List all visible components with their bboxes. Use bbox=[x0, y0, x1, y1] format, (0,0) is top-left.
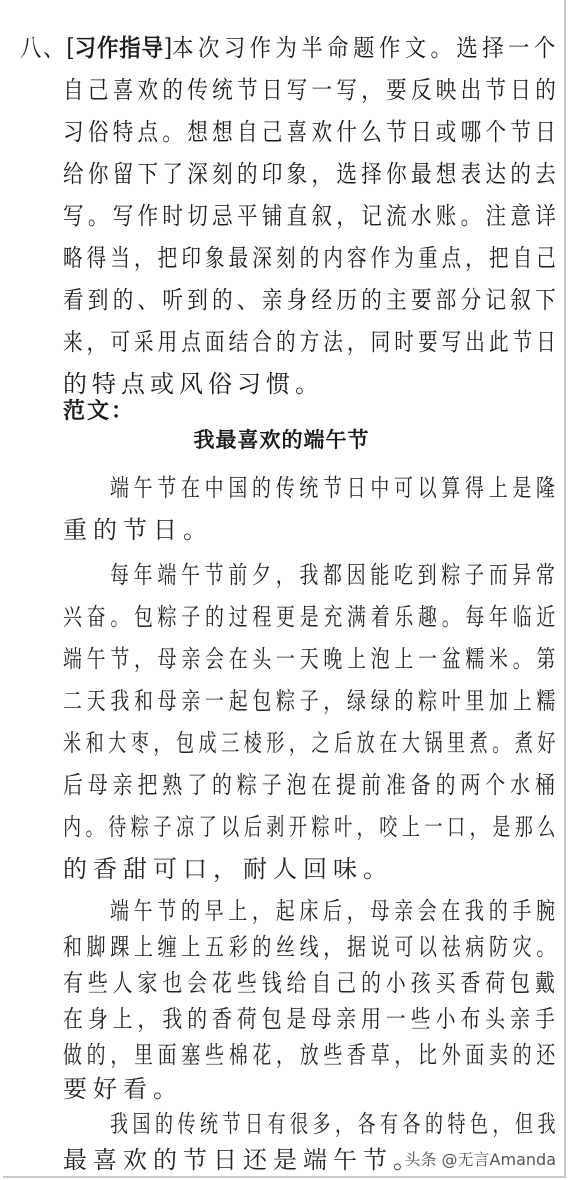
instruction-line: 来，可采用点面结合的方法，同时要写出此节日 bbox=[63, 328, 560, 356]
instruction-line-1 bbox=[20, 34, 560, 62]
essay-line: 要好看。 bbox=[63, 1075, 183, 1103]
sample-essay-label: 范文： bbox=[63, 399, 136, 424]
essay-line: 兴奋。包粽子的过程更是充满着乐趣。每年临近 bbox=[63, 603, 561, 631]
essay-line: 每年端午节前夕，我都因能吃到粽子而异常 bbox=[110, 561, 560, 589]
instruction-line: 给你留下了深刻的印象，选择你最想表达的去 bbox=[63, 160, 561, 188]
instruction-line: 写。写作时切忌平铺直叙，记流水账。注意详 bbox=[63, 202, 561, 230]
essay-line: 内。待粽子凉了以后剥开粽叶，咬上一口，是那么 bbox=[63, 813, 560, 841]
guide-tag: [习作指导] bbox=[66, 34, 173, 62]
essay-line: 后母亲把熟了的粽子泡在提前准备的两个水桶 bbox=[63, 771, 560, 799]
essay-line: 二天我和母亲一起包粽子，绿绿的粽叶里加上糯 bbox=[63, 687, 561, 715]
essay-line: 端午节的早上，起床后，母亲会在我的手腕 bbox=[110, 897, 560, 925]
essay-line: 的香甜可口，耐人回味。 bbox=[63, 855, 393, 883]
essay-line: 和脚踝上缠上五彩的丝线，据说可以祛病防灾。 bbox=[63, 933, 561, 961]
instruction-line: 略得当，把印象最深刻的内容作为重点，把自己 bbox=[63, 244, 560, 272]
essay-title: 我最喜欢的端午节 bbox=[193, 428, 370, 452]
essay-line: 我国的传统节日有很多，各有各的特色，但我 bbox=[110, 1110, 560, 1138]
essay-line: 做的，里面塞些棉花，放些香草，比外面卖的还 bbox=[63, 1041, 561, 1069]
instruction-line: 自己喜欢的传统节日写一写，要反映出节日的 bbox=[63, 76, 561, 104]
essay-line: 端午节，母亲会在头一天晚上泡上一盆糯米。第 bbox=[63, 645, 561, 673]
essay-line: 有些人家也会花些钱给自己的小孩买香荷包戴 bbox=[63, 969, 560, 997]
essay-line: 重的节日。 bbox=[63, 516, 213, 544]
instruction-line: 的特点或风俗习惯。 bbox=[63, 370, 324, 398]
instruction-line: 习俗特点。想想自己喜欢什么节日或哪个节日 bbox=[63, 118, 561, 146]
essay-line: 端午节在中国的传统节日中可以算得上是隆 bbox=[110, 474, 560, 502]
instruction-text: 本次习作为半命题作文。选择一个 bbox=[172, 34, 560, 62]
essay-line: 在身上，我的香荷包是母亲用一些小布头亲手 bbox=[63, 1005, 560, 1033]
watermark: 头条 @无言Amanda bbox=[404, 1150, 556, 1169]
question-number: 八、 bbox=[20, 34, 67, 62]
essay-line: 最喜欢的节日还是端午节。 bbox=[63, 1146, 423, 1174]
instruction-line: 看到的、听到的、亲身经历的主要部分记叙下 bbox=[63, 286, 561, 314]
guide-tag-label: 习作指导 bbox=[74, 34, 164, 62]
essay-line: 米和大枣，包成三棱形，之后放在大锅里煮。煮好 bbox=[63, 729, 560, 757]
